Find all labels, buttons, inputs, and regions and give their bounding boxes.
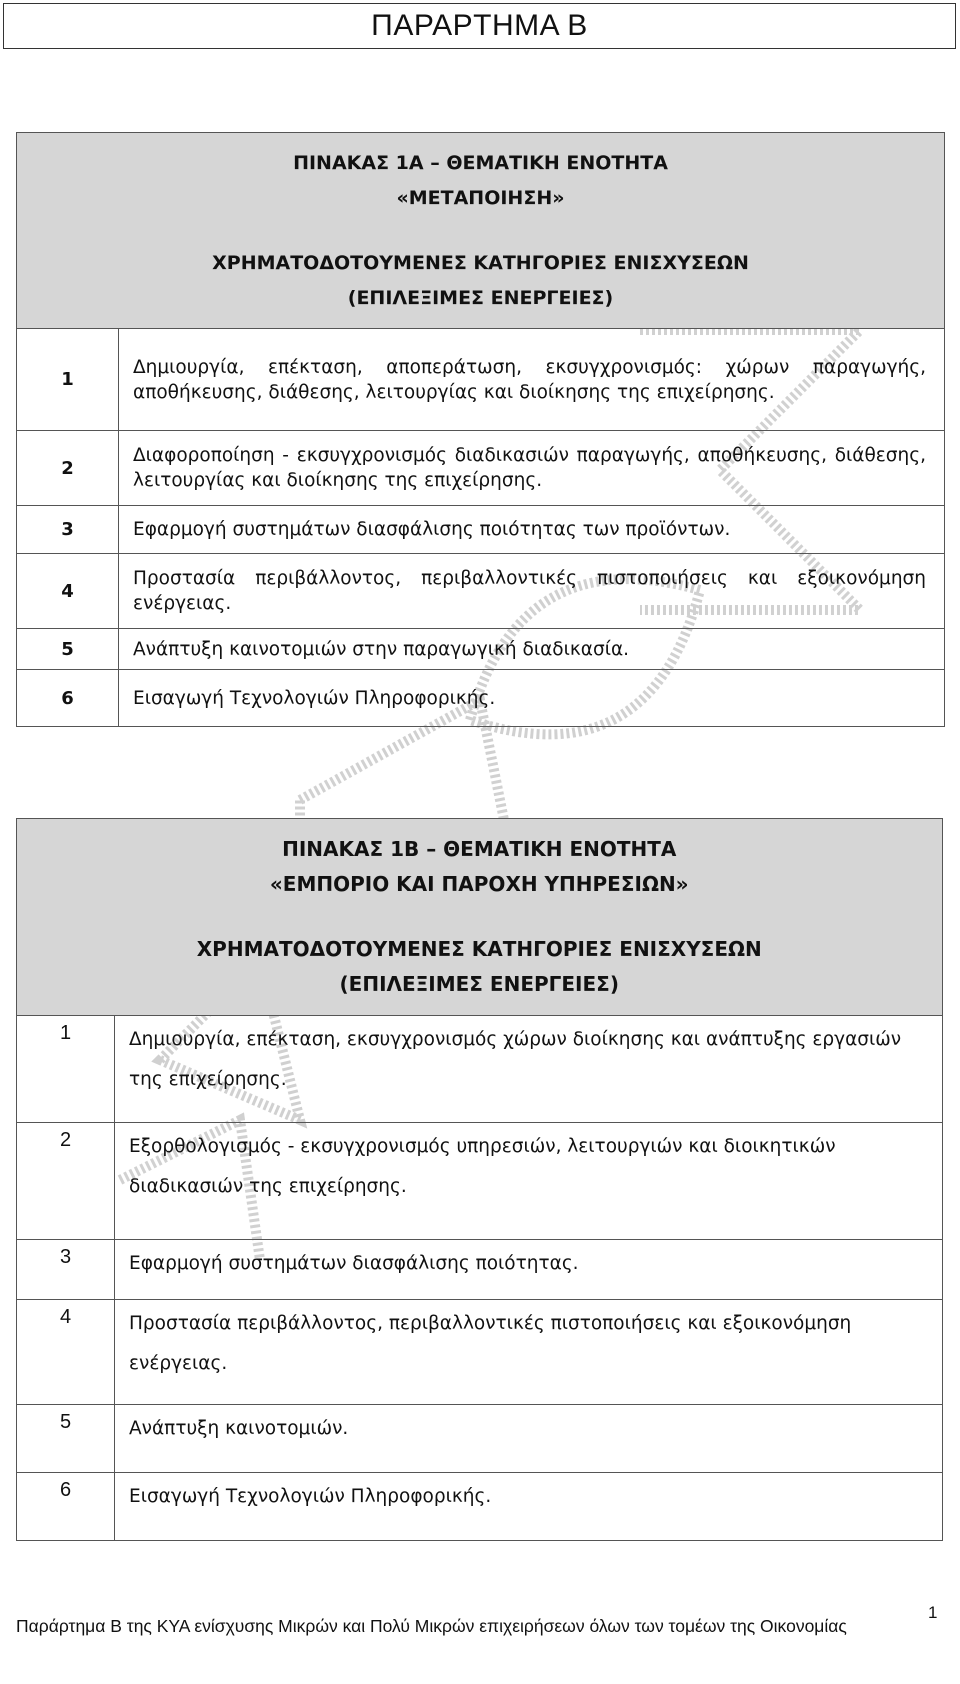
row-number: 2 [17,1123,115,1240]
table-row [17,670,945,727]
row-number: 6 [17,670,119,727]
row-text: Εφαρμογή συστημάτων διασφάλισης ποιότητας. [115,1240,943,1300]
row-text: Εισαγωγή Τεχνολογιών Πληροφορικής. [119,670,945,727]
table-row [17,554,945,629]
table-row [17,1016,943,1123]
table-1b [16,818,943,1541]
row-number: 3 [17,1240,115,1300]
row-text: Δημιουργία, επέκταση, αποπεράτωση, εκσυγχρονισμός: χώρων παραγωγής, αποθήκευσης, διάθεσης, λειτουργίας και διοίκησης της επιχείρησης. [119,329,945,431]
row-text: Ανάπτυξη καινοτομιών. [115,1405,943,1473]
row-text: Διαφοροποίηση - εκσυγχρονισμός διαδικασιών παραγωγής, αποθήκευσης, διάθεσης, λειτουργίας και διοίκησης της επιχείρησης. [119,431,945,506]
table-1a-heading-title: ΠΙΝΑΚΑΣ 1Α – ΘΕΜΑΤΙΚΗ ΕΝΟΤΗΤΑ [293,151,668,174]
row-text: Εισαγωγή Τεχνολογιών Πληροφορικής. [115,1473,943,1541]
footer-text: Παράρτημα Β της ΚΥΑ ενίσχυσης Μικρών και Πολύ Μικρών επιχειρήσεων όλων των τομέων της Οικονομίας [16,1616,847,1636]
table-1a-heading-actions: (ΕΠΙΛΕΞΙΜΕΣ ΕΝΕΡΓΕΙΕΣ) [347,286,614,309]
page-number: 1 [928,1603,938,1622]
row-text: Προστασία περιβάλλοντος, περιβαλλοντικές πιστοποιήσεις και εξοικονόμηση ενέργειας. [115,1300,943,1405]
row-text: Προστασία περιβάλλοντος, περιβαλλοντικές πιστοποιήσεις και εξοικονόμηση ενέργειας. [119,554,945,629]
table-row [17,1473,943,1541]
table-1b-header-row [17,819,943,1016]
table-1b-header [115,819,943,1016]
table-row [17,1123,943,1240]
row-text: Εφαρμογή συστημάτων διασφάλισης ποιότητας των προϊόντων. [119,506,945,554]
table-1b-heading-subject: «ΕΜΠΟΡΙΟ ΚΑΙ ΠΑΡΟΧΗ ΥΠΗΡΕΣΙΩΝ» [269,872,689,896]
row-text: Ανάπτυξη καινοτομιών στην παραγωγική διαδικασία. [119,629,945,670]
table-1b-heading-title: ΠΙΝΑΚΑΣ 1Β – ΘΕΜΑΤΙΚΗ ΕΝΟΤΗΤΑ [282,837,677,861]
table-row [17,431,945,506]
table-1b-heading-actions: (ΕΠΙΛΕΞΙΜΕΣ ΕΝΕΡΓΕΙΕΣ) [339,972,619,996]
table-row [17,629,945,670]
row-number: 5 [17,1405,115,1473]
table-row [17,1300,943,1405]
table-1a [16,132,945,727]
table-1b-heading-categories: ΧΡΗΜΑΤΟΔΟΤΟΥΜΕΝΕΣ ΚΑΤΗΓΟΡΙΕΣ ΕΝΙΣΧΥΣΕΩΝ [196,937,762,961]
table-1a-heading-categories: ΧΡΗΜΑΤΟΔΟΤΟΥΜΕΝΕΣ ΚΑΤΗΓΟΡΙΕΣ ΕΝΙΣΧΥΣΕΩΝ [212,251,749,274]
table-row [17,1240,943,1300]
row-number: 1 [17,1016,115,1123]
table-1a-header [17,133,945,329]
row-number: 4 [17,1300,115,1405]
row-text: Εξορθολογισμός - εκσυγχρονισμός υπηρεσιών, λειτουργιών και διοικητικών διαδικασιών της επιχείρησης. [115,1123,943,1240]
row-number: 5 [17,629,119,670]
table-row [17,1405,943,1473]
table-row [17,329,945,431]
row-number: 2 [17,431,119,506]
row-number: 4 [17,554,119,629]
table-1a-heading-subject: «ΜΕΤΑΠΟΙΗΣΗ» [396,186,565,209]
row-number: 1 [17,329,119,431]
row-number: 6 [17,1473,115,1541]
page-title: ΠΑΡΑΡΤΗΜΑ Β [3,3,956,49]
table-1a-header-row [17,133,945,329]
table-row [17,506,945,554]
row-number: 3 [17,506,119,554]
row-text: Δημιουργία, επέκταση, εκσυγχρονισμός χώρων διοίκησης και ανάπτυξης εργασιών της επιχείρησης. [115,1016,943,1123]
